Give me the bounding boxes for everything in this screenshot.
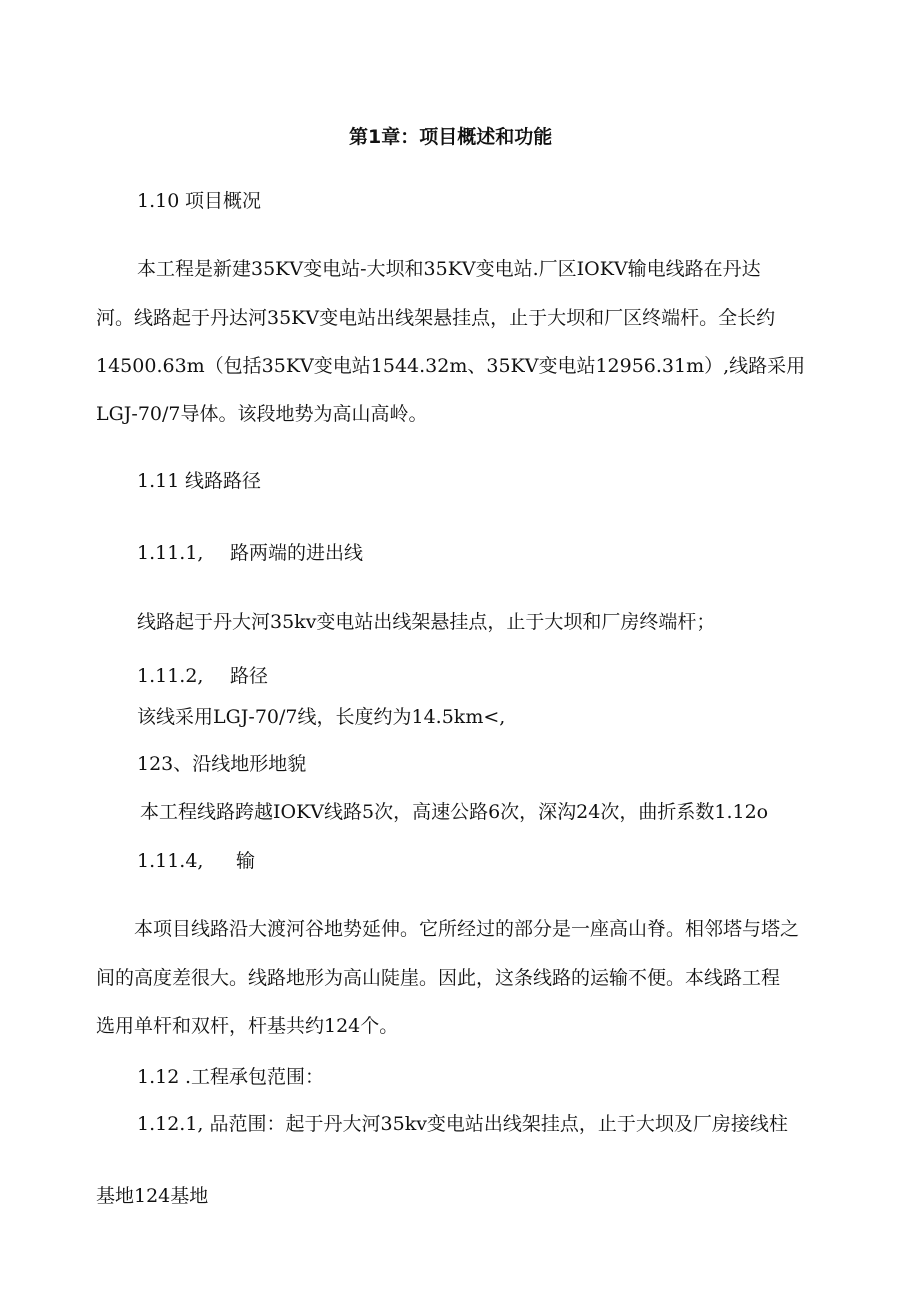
section-heading-1-11-4: [137, 852, 255, 871]
paragraph-line: 本项目线路沿大渡河谷地势延伸。它所经过的部分是一座高山脊。相邻塔与塔之: [134, 918, 800, 940]
chapter-title: 第1章：项目概述和功能: [349, 126, 553, 148]
section-number: 1.11: [137, 470, 180, 492]
section-heading-1-11: [137, 472, 261, 491]
section-heading-1-12: [137, 1068, 324, 1087]
paragraph-line: 线路起于丹大河35kv变电站出线架悬挂点，止于大坝和厂房终端杆；: [137, 611, 716, 633]
paragraph-line: 14500.63m（包括35KV变电站1544.32m、35KV变电站12956.31m）,线路采用: [96, 355, 806, 377]
section-title: 线路路径: [185, 470, 262, 492]
paragraph-line: 本工程线路跨越IOKV线路5次，高速公路6次，深沟24次，曲折系数1.12o: [140, 801, 769, 823]
paragraph-line: LGJ-70/7导体。该段地势为高山高岭。: [96, 403, 428, 425]
section-title: 路两端的进出线: [230, 542, 364, 564]
section-heading-1-12-1: 1.12.1, 品范围：起于丹大河35kv变电站出线架挂点，止于大坝及厂房接线柱: [137, 1113, 788, 1135]
section-title: .工程承包范围：: [185, 1066, 325, 1088]
section-number: 1.11.4,: [137, 850, 204, 872]
paragraph-line: 选用单杆和双杆，杆基共约124个。: [96, 1015, 399, 1037]
paragraph-line: 河。线路起于丹达河35KV变电站出线架悬挂点，止于大坝和厂区终端杆。全长约: [96, 307, 776, 329]
paragraph-line: 基地124基地: [96, 1185, 209, 1207]
section-heading-1-11-3: 123、沿线地形地貌: [137, 753, 307, 775]
paragraph-line: 间的高度差很大。线路地形为高山陡崖。因此，这条线路的运输不便。本线路工程: [96, 967, 781, 989]
section-title: 路径: [230, 665, 269, 687]
paragraph-line: 本工程是新建35KV变电站-大坝和35KV变电站.厂区IOKV输电线路在丹达: [137, 258, 761, 280]
section-number: 1.10: [137, 190, 180, 212]
section-heading-1-11-2: [137, 667, 268, 686]
section-heading-1-11-1: [137, 544, 363, 563]
section-number: 1.11.1,: [137, 542, 204, 564]
section-title: 输: [236, 850, 256, 872]
paragraph-line: 该线采用LGJ-70/7线，长度约为14.5km<,: [137, 706, 506, 728]
section-number: 1.12: [137, 1066, 180, 1088]
section-heading-1-10: [137, 192, 261, 211]
section-title: 项目概况: [185, 190, 262, 212]
section-number: 1.11.2,: [137, 665, 204, 687]
